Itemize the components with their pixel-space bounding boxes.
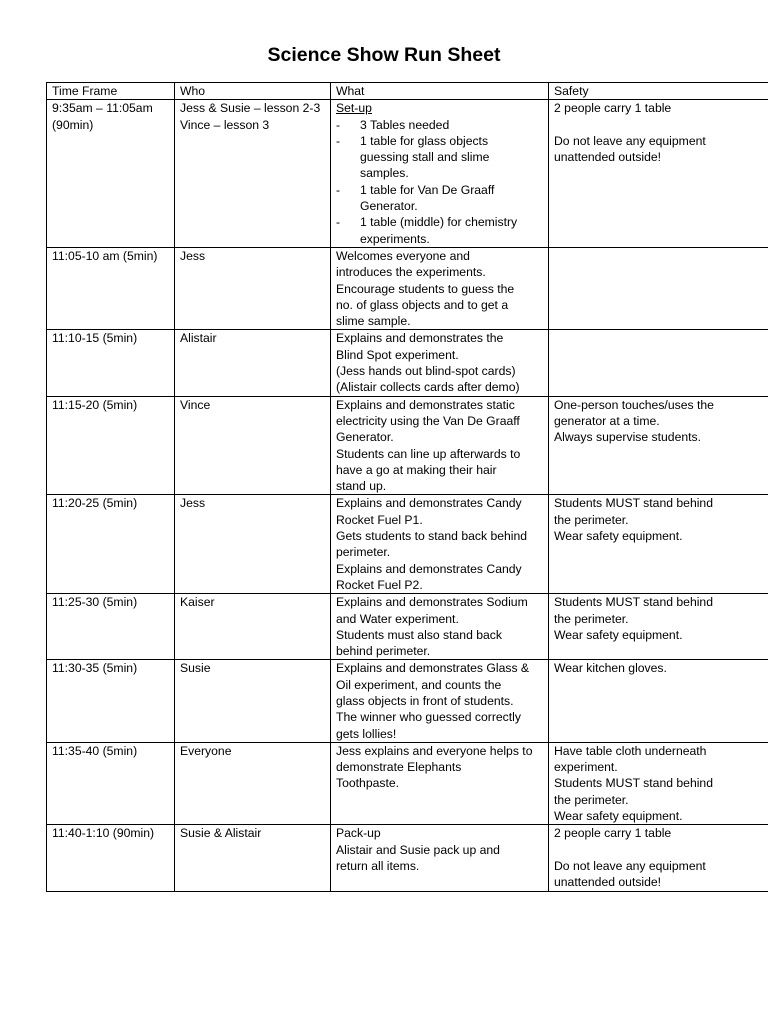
bullet-text: 1 table (middle) for chemistry	[360, 215, 518, 230]
what-text: Pack-up	[336, 826, 381, 841]
safety-text: Always supervise students.	[554, 430, 701, 445]
what-text: (Alistair collects cards after demo)	[336, 380, 520, 395]
safety-cell	[549, 396, 768, 495]
what-text: The winner who guessed correctly	[336, 710, 521, 725]
table-header-row	[47, 83, 768, 100]
who-cell	[175, 330, 331, 396]
what-text: Students can line up afterwards to	[336, 446, 521, 461]
safety-cell	[549, 495, 768, 594]
who-text: Jess	[180, 248, 206, 263]
safety-text: One-person touches/uses the	[554, 397, 714, 412]
safety-text: the perimeter.	[554, 792, 629, 807]
what-text: Explains and demonstrates Candy	[336, 561, 522, 576]
who-text: Susie	[180, 661, 211, 676]
bullet-text: guessing stall and slime	[360, 150, 490, 165]
who-text: Alistair	[180, 331, 217, 346]
what-text: Explains and demonstrates Sodium	[336, 595, 528, 610]
who-text: Jess	[180, 496, 206, 511]
who-cell	[175, 825, 331, 891]
safety-text: Do not leave any equipment	[554, 858, 706, 873]
what-text: Alistair and Susie pack up and	[336, 842, 500, 857]
what-text: return all items.	[336, 858, 420, 873]
what-text: Gets students to stand back behind	[336, 529, 528, 544]
safety-text: experiment.	[554, 760, 618, 775]
time-frame-cell	[47, 825, 175, 891]
time-frame-text: 9:35am – 11:05am	[52, 101, 153, 116]
time-frame-cell	[47, 330, 175, 396]
table-row	[47, 396, 768, 495]
time-frame-text: 11:05-10 am (5min)	[52, 248, 158, 263]
safety-text: Wear safety equipment.	[554, 627, 683, 642]
what-text: introduces the experiments.	[336, 265, 486, 280]
safety-text: Students MUST stand behind	[554, 776, 713, 791]
safety-text: generator at a time.	[554, 413, 660, 428]
who-cell	[175, 660, 331, 742]
safety-text: Wear safety equipment.	[554, 809, 683, 824]
what-cell	[331, 742, 549, 824]
what-text: no. of glass objects and to get a	[336, 297, 509, 312]
time-frame-cell	[47, 660, 175, 742]
what-text: glass objects in front of students.	[336, 693, 514, 708]
setup-bullet-item	[336, 182, 543, 215]
page-title: Science Show Run Sheet	[267, 44, 501, 66]
header-who: Who	[175, 83, 331, 100]
who-cell	[175, 100, 331, 248]
header-safety: Safety	[549, 83, 768, 100]
time-frame-cell	[47, 495, 175, 594]
safety-text: 2 people carry 1 table	[554, 826, 672, 841]
table-row	[47, 660, 768, 742]
what-text: Rocket Fuel P2.	[336, 577, 423, 592]
setup-bullet-item	[336, 117, 543, 133]
what-text: stand up.	[336, 479, 387, 494]
who-text: Susie & Alistair	[180, 826, 262, 841]
bullet-text: experiments.	[360, 231, 430, 246]
safety-cell	[549, 742, 768, 824]
what-text: perimeter.	[336, 545, 391, 560]
time-frame-text: (90min)	[52, 117, 94, 132]
header-time-frame: Time Frame	[47, 83, 175, 100]
time-frame-text: 11:30-35 (5min)	[52, 661, 138, 676]
safety-text: Wear kitchen gloves.	[554, 661, 667, 676]
what-cell	[331, 396, 549, 495]
who-text: Kaiser	[180, 595, 215, 610]
safety-cell	[549, 825, 768, 891]
what-text: behind perimeter.	[336, 644, 431, 659]
time-frame-cell	[47, 594, 175, 660]
what-text: electricity using the Van De Graaff	[336, 413, 520, 428]
table-row	[47, 495, 768, 594]
time-frame-text: 11:10-15 (5min)	[52, 331, 138, 346]
bullet-text: samples.	[360, 166, 409, 181]
table-row	[47, 330, 768, 396]
table-row	[47, 825, 768, 891]
what-text: slime sample.	[336, 314, 411, 329]
what-text: demonstrate Elephants	[336, 760, 462, 775]
what-text: Students must also stand back	[336, 627, 502, 642]
what-text: Explains and demonstrates Glass &	[336, 661, 530, 676]
bullet-dash: -	[336, 215, 341, 230]
safety-text: the perimeter.	[554, 611, 629, 626]
what-text: (Jess hands out blind-spot cards)	[336, 364, 516, 379]
what-cell	[331, 495, 549, 594]
safety-text: the perimeter.	[554, 512, 629, 527]
what-text: Explains and demonstrates the	[336, 331, 504, 346]
what-text: Rocket Fuel P1.	[336, 512, 423, 527]
what-text: Blind Spot experiment.	[336, 347, 459, 362]
safety-text: 2 people carry 1 table	[554, 101, 672, 116]
what-heading: Set-up	[336, 101, 372, 116]
table-row	[47, 100, 768, 248]
safety-text: Students MUST stand behind	[554, 496, 713, 511]
what-text: gets lollies!	[336, 726, 397, 741]
bullet-text: 1 table for glass objects	[360, 133, 489, 148]
time-frame-text: 11:15-20 (5min)	[52, 397, 138, 412]
safety-cell	[549, 247, 768, 329]
what-cell	[331, 100, 549, 248]
safety-text: Students MUST stand behind	[554, 595, 713, 610]
what-cell	[331, 247, 549, 329]
what-text: Oil experiment, and counts the	[336, 677, 502, 692]
table-body	[47, 100, 768, 891]
safety-cell	[549, 330, 768, 396]
safety-cell	[549, 660, 768, 742]
bullet-dash: -	[336, 182, 341, 197]
what-text: and Water experiment.	[336, 611, 459, 626]
header-what: What	[331, 83, 549, 100]
who-cell	[175, 594, 331, 660]
blank-line	[554, 117, 765, 133]
time-frame-cell	[47, 247, 175, 329]
who-text: Vince	[180, 397, 211, 412]
setup-bullet-item	[336, 214, 543, 247]
table-row	[47, 742, 768, 824]
safety-text: Have table cloth underneath	[554, 743, 707, 758]
what-text: Explains and demonstrates Candy	[336, 496, 522, 511]
bullet-text: Generator.	[360, 199, 418, 214]
time-frame-text: 11:35-40 (5min)	[52, 743, 138, 758]
what-text: Jess explains and everyone helps to	[336, 743, 533, 758]
what-text: Explains and demonstrates static	[336, 397, 515, 412]
time-frame-text: 11:40-1:10 (90min)	[52, 826, 155, 841]
time-frame-cell	[47, 396, 175, 495]
blank-line	[554, 842, 765, 858]
safety-text: unattended outside!	[554, 875, 662, 890]
what-text: Toothpaste.	[336, 776, 400, 791]
who-text: Jess & Susie – lesson 2-3	[180, 101, 321, 116]
who-cell	[175, 396, 331, 495]
what-text: Welcomes everyone and	[336, 248, 470, 263]
table-row	[47, 247, 768, 329]
who-cell	[175, 742, 331, 824]
table-row	[47, 594, 768, 660]
bullet-dash: -	[336, 117, 341, 132]
safety-text: unattended outside!	[554, 150, 662, 165]
what-cell	[331, 660, 549, 742]
what-cell	[331, 330, 549, 396]
time-frame-cell	[47, 742, 175, 824]
bullet-text: 3 Tables needed	[360, 117, 450, 132]
safety-cell	[549, 100, 768, 248]
what-text: Encourage students to guess the	[336, 281, 515, 296]
safety-text: Wear safety equipment.	[554, 529, 683, 544]
bullet-dash: -	[336, 133, 341, 148]
what-text: have a go at making their hair	[336, 462, 497, 477]
safety-cell	[549, 594, 768, 660]
safety-text: Do not leave any equipment	[554, 133, 706, 148]
what-cell	[331, 825, 549, 891]
what-text: Generator.	[336, 430, 394, 445]
who-text: Everyone	[180, 743, 232, 758]
who-cell	[175, 495, 331, 594]
time-frame-text: 11:20-25 (5min)	[52, 496, 138, 511]
setup-bullet-item	[336, 133, 543, 182]
who-cell	[175, 247, 331, 329]
bullet-text: 1 table for Van De Graaff	[360, 182, 495, 197]
who-text: Vince – lesson 3	[180, 117, 270, 132]
time-frame-text: 11:25-30 (5min)	[52, 595, 138, 610]
what-cell	[331, 594, 549, 660]
run-sheet-table	[46, 82, 768, 892]
time-frame-cell	[47, 100, 175, 248]
